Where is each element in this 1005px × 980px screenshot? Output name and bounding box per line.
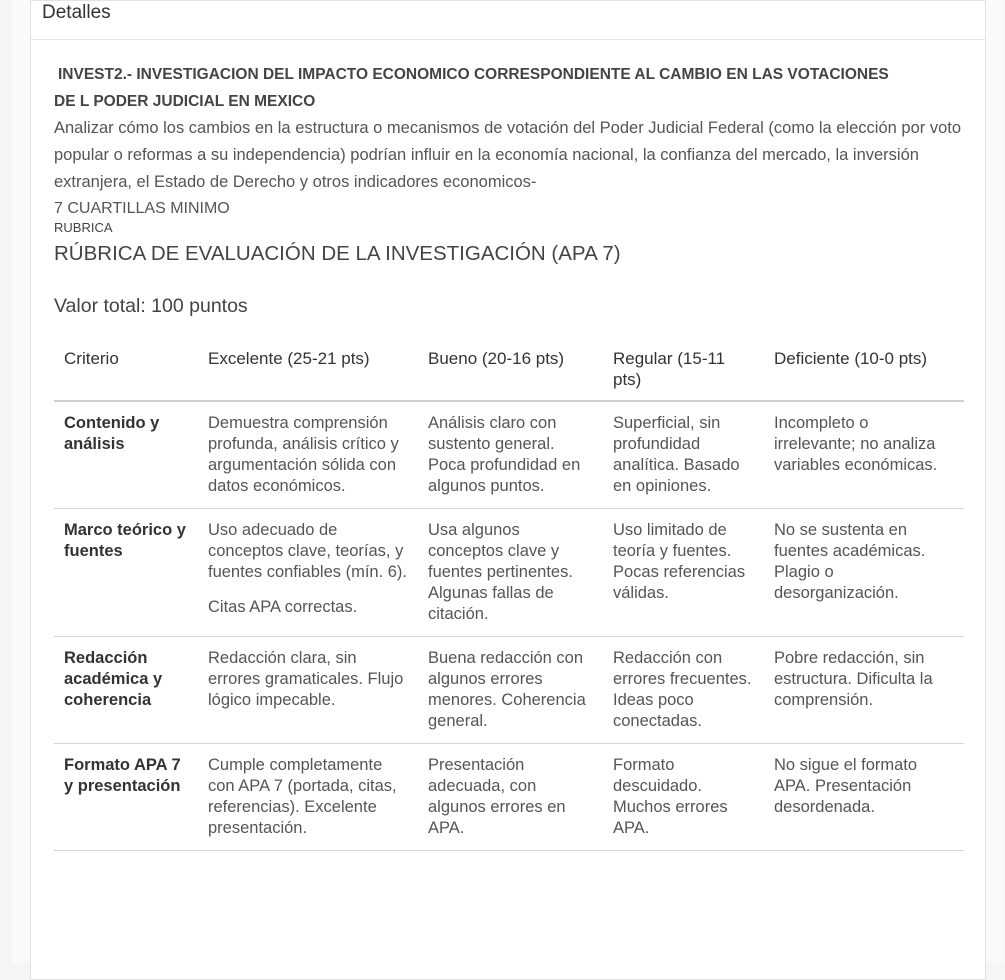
excelente-cell: Cumple completamente con APA 7 (portada, citas, referencias). Excelente presentación. <box>198 744 418 851</box>
assignment-title-line2: DE L PODER JUDICIAL EN MEXICO <box>54 93 316 110</box>
assignment-title-line1: INVEST2.- INVESTIGACION DEL IMPACTO ECONOMICO CORRESPONDIENTE AL CAMBIO EN LAS VOTACIONES <box>58 66 889 83</box>
criterion-cell: Contenido y análisis <box>54 401 198 509</box>
excelente-cell <box>198 509 418 637</box>
bueno-cell: Análisis claro con sustento general. Poca profundidad en algunos puntos. <box>418 401 603 509</box>
regular-cell: Superficial, sin profundidad analítica. Basado en opiniones. <box>603 401 764 509</box>
card-header <box>31 1 985 40</box>
column-header: Excelente (25-21 pts) <box>198 337 418 401</box>
criterion-cell: Formato APA 7 y presentación <box>54 744 198 851</box>
deficiente-cell: No sigue el formato APA. Presentación desordenada. <box>764 744 964 851</box>
deficiente-cell: Pobre redacción, sin estructura. Dificulta la comprensión. <box>764 637 964 744</box>
excelente-text: Uso adecuado de conceptos clave, teorías, y fuentes confiables (mín. 6). <box>208 521 408 581</box>
regular-cell: Redacción con errores frecuentes. Ideas poco conectadas. <box>603 637 764 744</box>
regular-cell: Uso limitado de teoría y fuentes. Pocas referencias válidas. <box>603 509 764 637</box>
regular-cell: Formato descuidado. Muchos errores APA. <box>603 744 764 851</box>
table-row <box>54 637 964 744</box>
rubric-tag: RUBRICA <box>54 220 113 235</box>
assignment-content <box>54 61 966 851</box>
page-requirement: 7 CUARTILLAS MINIMO <box>54 200 230 217</box>
excelente-cell: Demuestra comprensión profunda, análisis crítico y argumentación sólida con datos económicos. <box>198 401 418 509</box>
criterion-cell: Redacción académica y coherencia <box>54 637 198 744</box>
column-header: Bueno (20-16 pts) <box>418 337 603 401</box>
details-card <box>30 0 986 980</box>
rubric-table <box>54 337 964 851</box>
bueno-cell: Buena redacción con algunos errores menores. Coherencia general. <box>418 637 603 744</box>
assignment-description: Analizar cómo los cambios en la estructura o mecanismos de votación del Poder Judicial Federal (como la elección por voto popular o reformas a su independencia) podrían influir en la economía nacional, la confianza del mercado, la inversión extranjera, el Estado de Derecho y otros indicadores economicos- <box>54 119 962 191</box>
criterion-cell: Marco teórico y fuentes <box>54 509 198 637</box>
deficiente-cell: No se sustenta en fuentes académicas. Plagio o desorganización. <box>764 509 964 637</box>
table-row <box>54 401 964 509</box>
deficiente-cell: Incompleto o irrelevante; no analiza variables económicas. <box>764 401 964 509</box>
assignment-title <box>54 61 966 115</box>
table-header-row <box>54 337 964 401</box>
excelente-cell: Redacción clara, sin errores gramaticales. Flujo lógico impecable. <box>198 637 418 744</box>
column-header: Deficiente (10-0 pts) <box>764 337 964 401</box>
rubric-heading: RÚBRICA DE EVALUACIÓN DE LA INVESTIGACIÓN (APA 7) <box>54 242 621 265</box>
table-row <box>54 744 964 851</box>
column-header: Regular (15-11 pts) <box>603 337 764 401</box>
excelente-extra-text: Citas APA correctas. <box>208 598 358 616</box>
total-points: Valor total: 100 puntos <box>54 295 248 317</box>
bueno-cell: Presentación adecuada, con algunos errores en APA. <box>418 744 603 851</box>
bueno-cell: Usa algunos conceptos clave y fuentes pertinentes. Algunas fallas de citación. <box>418 509 603 637</box>
table-row <box>54 509 964 637</box>
card-title: Detalles <box>42 2 111 23</box>
column-header: Criterio <box>54 337 198 401</box>
